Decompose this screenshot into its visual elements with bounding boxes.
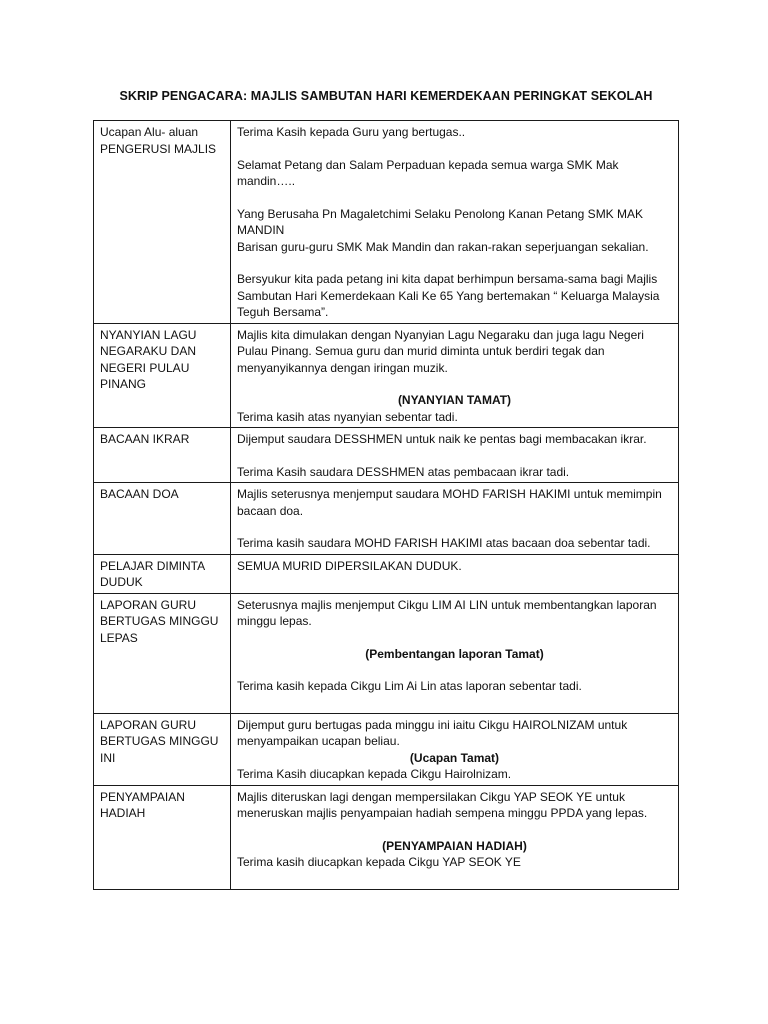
script-row (94, 785, 679, 889)
blank-line (237, 141, 672, 157)
role-cell (94, 713, 231, 785)
script-row (94, 428, 679, 483)
script-line: Barisan guru-guru SMK Mak Mandin dan rakan-rakan seperjuangan sekalian. (237, 239, 649, 254)
stage-direction: (NYANYIAN TAMAT) (397, 393, 512, 407)
content-cell (231, 323, 679, 428)
role-label: LAPORAN GURU BERTUGAS MINGGU LEPAS (100, 597, 219, 645)
script-row (94, 121, 679, 324)
blank-line (237, 190, 672, 206)
content-cell (231, 593, 679, 713)
blank-line (237, 822, 672, 838)
script-line: Dijemput saudara DESSHMEN untuk naik ke pentas bagi membacakan ikrar. (237, 432, 647, 446)
role-cell (94, 554, 231, 593)
script-line: Majlis kita dimulakan dengan Nyanyian Lagu Negaraku dan juga lagu Negeri Pulau Pinang. Semua guru dan murid diminta untuk berdiri tegak dan menyanyikannya dengan iringan muzik. (237, 327, 644, 375)
script-row (94, 483, 679, 555)
script-line: SEMUA MURID DIPERSILAKAN DUDUK. (237, 558, 462, 573)
script-line: Terima kasih saudara MOHD FARISH HAKIMI atas bacaan doa sebentar tadi. (237, 536, 651, 550)
blank-line (237, 519, 672, 535)
script-line: Terima kasih atas nyanyian sebentar tadi. (237, 409, 458, 424)
role-cell (94, 593, 231, 713)
blank-line (237, 376, 672, 392)
script-line: Majlis seterusnya menjemput saudara MOHD FARISH HAKIMI untuk memimpin bacaan doa. (237, 487, 662, 518)
role-cell (94, 428, 231, 483)
role-cell (94, 785, 231, 889)
script-line: Selamat Petang dan Salam Perpaduan kepada semua warga SMK Mak mandin….. (237, 157, 619, 188)
script-row (94, 554, 679, 593)
script-row (94, 323, 679, 428)
role-label: PENYAMPAIAN HADIAH (100, 789, 185, 820)
role-cell (94, 121, 231, 324)
content-cell (231, 785, 679, 889)
blank-line (237, 630, 672, 646)
role-label: LAPORAN GURU BERTUGAS MINGGU INI (100, 717, 219, 765)
content-cell (231, 483, 679, 555)
blank-line (237, 448, 672, 464)
role-label: Ucapan Alu- aluan PENGERUSI MAJLIS (100, 125, 217, 156)
script-line: Seterusnya majlis menjemput Cikgu LIM AI LIN untuk membentangkan laporan minggu lepas. (237, 597, 657, 628)
script-line: Terima Kasih saudara DESSHMEN atas pembacaan ikrar tadi. (237, 464, 570, 479)
blank-line (237, 255, 672, 271)
blank-line (237, 695, 672, 711)
script-line: Dijemput guru bertugas pada minggu ini iaitu Cikgu HAIROLNIZAM untuk menyampaikan ucapan beliau. (237, 717, 628, 748)
content-cell (231, 121, 679, 324)
script-line: Yang Berusaha Pn Magaletchimi Selaku Penolong Kanan Petang SMK MAK MANDIN (237, 206, 644, 237)
document-title: SKRIP PENGACARA: MAJLIS SAMBUTAN HARI KEMERDEKAAN PERINGKAT SEKOLAH (119, 89, 653, 103)
stage-direction: (PENYAMPAIAN HADIAH) (382, 838, 527, 853)
blank-line (237, 662, 672, 678)
role-label: PELAJAR DIMINTA DUDUK (100, 558, 206, 589)
role-label: NYANYIAN LAGU NEGARAKU DAN NEGERI PULAU PINANG (100, 327, 197, 391)
script-row (94, 713, 679, 785)
role-label: BACAAN IKRAR (100, 432, 190, 446)
content-cell (231, 554, 679, 593)
stage-direction: (Ucapan Tamat) (409, 750, 500, 765)
script-line: Terima kasih diucapkan kepada Cikgu YAP SEOK YE (237, 855, 521, 869)
script-line: Terima Kasih diucapkan kepada Cikgu Hairolnizam. (237, 767, 512, 781)
blank-line (237, 871, 672, 887)
role-cell (94, 323, 231, 428)
script-line: Terima kasih kepada Cikgu Lim Ai Lin atas laporan sebentar tadi. (237, 679, 582, 693)
script-table-body (94, 121, 679, 890)
role-cell (94, 483, 231, 555)
script-table (93, 120, 679, 890)
stage-direction: (Pembentangan laporan Tamat) (365, 646, 544, 661)
content-cell (231, 713, 679, 785)
script-line: Bersyukur kita pada petang ini kita dapat berhimpun bersama-sama bagi Majlis Sambutan Hari Kemerdekaan Kali Ke 65 Yang bertemakan “ Keluarga Malaysia Teguh Bersama”. (237, 272, 660, 319)
role-label: BACAAN DOA (100, 487, 179, 501)
content-cell (231, 428, 679, 483)
script-line: Terima Kasih kepada Guru yang bertugas.. (237, 125, 466, 139)
script-line: Majlis diteruskan lagi dengan mempersilakan Cikgu YAP SEOK YE untuk meneruskan majlis penyampaian hadiah sempena minggu PPDA yang lepas. (237, 789, 648, 820)
script-row (94, 593, 679, 713)
